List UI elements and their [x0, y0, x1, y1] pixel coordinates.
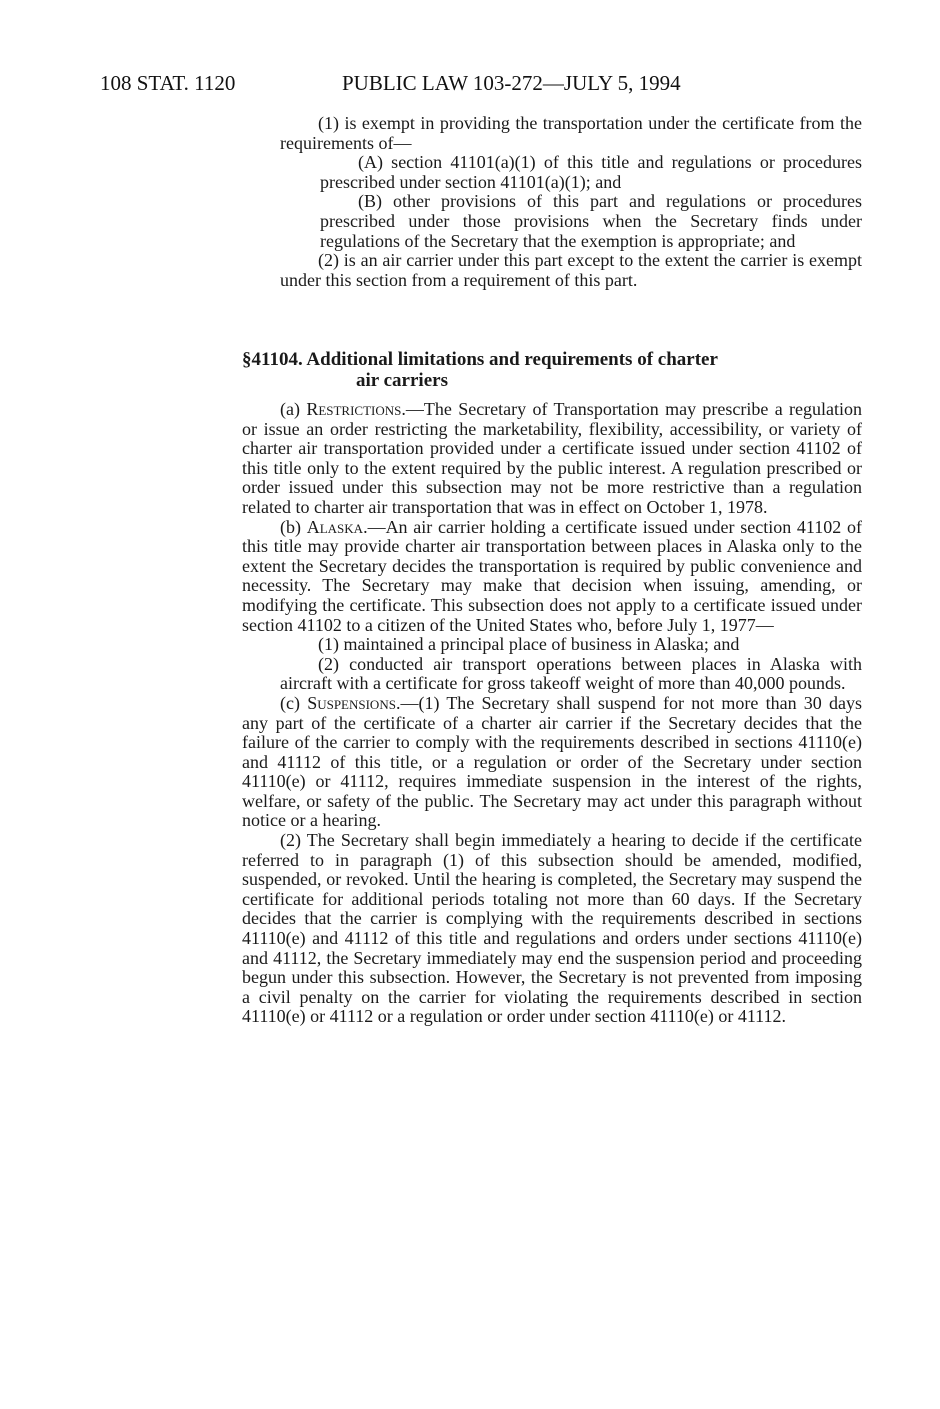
prelude-block — [242, 114, 862, 290]
subsection-a-label: (a) — [280, 399, 307, 419]
subsection-a-text: .—The Secretary of Transportation may prescribe a regulation or issue an order restricting the marketability, flexibility, accessibility, or variety of charter air transportation provided under a certificate issued under section 41102 of this title only to the extent required by the public interest. A regulation prescribed or order issued under this subsection may not be more restrictive than a regulation related to charter air transportation that was in effect on October 1, 1978. — [242, 399, 862, 517]
subsection-c-text: .—(1) The Secretary shall suspend for not more than 30 days any part of the certificate of a charter air carrier if the Secretary decides that the failure of the carrier to comply with the requirements described in sections 41110(e) and 41112 of this title, or a regulation or order of the Secretary under section 41110(e) or 41112, requires immediate suspension in the interest of the rights, welfare, or safety of the public. The Secretary may act under this paragraph without notice or a hearing. — [242, 692, 862, 831]
section-number: 41104. — [251, 349, 303, 370]
section-heading — [242, 349, 882, 391]
paragraph-2: (2) is an air carrier under this part except to the extent the carrier is exempt under this section from a requirement of this part. — [280, 250, 862, 290]
subparagraph-a: (A) section 41101(a)(1) of this title and regulations or procedures prescribed under section 41101(a)(1); and — [320, 152, 862, 192]
subsection-b — [242, 518, 862, 636]
paragraph-1: (1) is exempt in providing the transportation under the certificate from the requirements of— — [280, 113, 862, 153]
subsection-c-heading: Suspensions — [307, 692, 396, 713]
section-symbol: § — [242, 349, 252, 370]
subsection-a-heading: Restrictions — [306, 399, 402, 419]
section-body — [242, 400, 862, 1027]
subparagraph-b: (B) other provisions of this part and regulations or procedures prescribed under those provisions when the Secretary finds under regulations of the Secretary that the exemption is appropriate; and — [320, 191, 862, 251]
subsection-c-paragraph-2: (2) The Secretary shall begin immediately a hearing to decide if the certificate referred to in paragraph (1) of this subsection should be amended, modified, suspended, or revoked. Until the hearing is completed, the Secretary may suspend the certificate for additional periods totaling not more than 60 days. If the Secretary decides that the carrier is complying with the requirements described in sections 41110(e) and 41112 of this title and regulations and orders under sections 41110(e) and 41112, the Secretary immediately may end the suspension period and proceeding begun under this subsection. However, the Secretary is not prevented from imposing a civil penalty on the carrier for violating the requirements described in section 41110(e) or 41112 or a regulation or order under section 41110(e) or 41112. — [242, 830, 862, 1027]
subsection-c-label: (c) — [280, 692, 308, 713]
subsection-c — [242, 694, 862, 831]
subsection-b-text: .—An air carrier holding a certificate issued under section 41102 of this title may provide charter air transportation between places in Alaska only to the extent the Secretary decides the transportation is required by public convenience and necessity. The Secretary may make that decision when issuing, amending, or modifying the certificate. This subsection does not apply to a certificate issued under section 41102 to a citizen of the United States who, before July 1, 1977— — [242, 516, 862, 635]
subsection-b-heading: Alaska — [306, 516, 364, 537]
law-title: PUBLIC LAW 103-272—JULY 5, 1994 — [342, 71, 681, 95]
subsection-b-label: (b) — [280, 516, 307, 537]
statute-reference: 108 STAT. 1120 — [100, 71, 236, 95]
subsection-a — [242, 400, 862, 518]
section-title-line1: Additional limitations and requirements of charter — [306, 349, 718, 370]
subsection-b-paragraph-1: (1) maintained a principal place of business in Alaska; and — [318, 634, 740, 655]
section-title-line2: air carriers — [356, 370, 448, 391]
running-head — [100, 68, 880, 98]
subsection-b-paragraph-2: (2) conducted air transport operations between places in Alaska with aircraft with a certificate for gross takeoff weight of more than 40,000 pounds. — [280, 653, 862, 694]
